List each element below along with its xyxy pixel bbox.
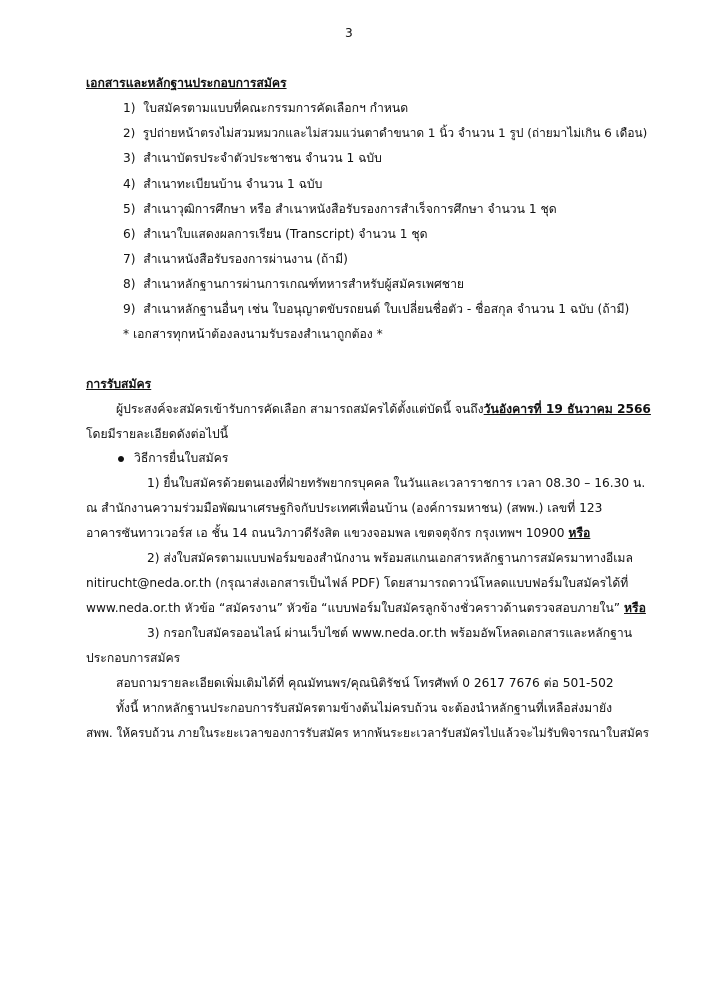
item-text: ใบสมัครตามแบบที่คณะกรรมการคัดเลือกฯ กำหนด (143, 101, 409, 115)
item-text: สำเนาหลักฐานอื่นๆ เช่น ใบอนุญาตขับรถยนต์ ใบเปลี่ยนชื่อตัว - ชื่อสกุล จำนวน 1 ฉบับ (ถ้ามี) (143, 302, 630, 316)
method-1-address: อาคารซันทาวเวอร์ส เอ ชั้น 14 ถนนวิภาวดีรังสิต แขวงจอมพล เขตจตุจักร กรุงเทพฯ 10900 (86, 526, 569, 540)
closing-line-2: สพพ. ให้ครบถ้วน ภายในระยะเวลาของการรับสมัคร หากพ้นระยะเวลารับสมัครไปแล้วจะไม่รับพิจารณาใบสมัคร (86, 726, 650, 740)
list-item (123, 277, 464, 292)
item-number: 2) (123, 126, 136, 140)
bullet-icon (118, 456, 124, 462)
item-number: 4) (123, 177, 136, 191)
list-item (123, 227, 428, 242)
intro-text: ผู้ประสงค์จะสมัครเข้ารับการคัดเลือก สามารถสมัครได้ตั้งแต่บัดนี้ จนถึง (116, 402, 484, 416)
list-item (123, 177, 322, 192)
method-3-line-2: ประกอบการสมัคร (86, 651, 181, 665)
method-1-line-3 (86, 526, 590, 541)
intro-continuation: โดยมีรายละเอียดดังต่อไปนี้ (86, 427, 229, 441)
item-text: สำเนาทะเบียนบ้าน จำนวน 1 ฉบับ (143, 177, 323, 191)
list-item (123, 126, 647, 140)
method-title: วิธีการยื่นใบสมัคร (134, 451, 229, 465)
item-text: สำเนาหลักฐานการผ่านการเกณฑ์ทหารสำหรับผู้สมัครเพศชาย (143, 277, 465, 291)
item-text: สำเนาบัตรประจำตัวประชาชน จำนวน 1 ฉบับ (143, 151, 382, 165)
documents-heading: เอกสารและหลักฐานประกอบการสมัคร (86, 76, 287, 90)
method-2-line-3 (86, 601, 646, 616)
list-item (123, 252, 348, 267)
application-heading: การรับสมัคร (86, 377, 152, 391)
method-2-line-2: nitiruсht@neda.or.th (กรุณาส่งเอกสารเป็นไฟล์ PDF) โดยสามารถดาวน์โหลดแบบฟอร์มใบสมัครได้ที่ (86, 576, 629, 590)
page-number: 3 (345, 26, 353, 40)
or-word: หรือ (568, 526, 591, 540)
item-text: สำเนาหนังสือรับรองการผ่านงาน (ถ้ามี) (143, 252, 348, 266)
contact-line: สอบถามรายละเอียดเพิ่มเติมได้ที่ คุณมัทนพร/คุณนิติรัชน์ โทรศัพท์ 0 2617 7676 ต่อ 501-502 (116, 676, 614, 690)
method-3-line-1: 3) กรอกใบสมัครออนไลน์ ผ่านเว็บไซต์ www.neda.or.th พร้อมอัพโหลดเอกสารและหลักฐาน (147, 626, 633, 640)
list-item (123, 302, 629, 317)
item-number: 1) (123, 101, 136, 115)
closing-line-1: ทั้งนี้ หากหลักฐานประกอบการรับสมัครตามข้างต้นไม่ครบถ้วน จะต้องนำหลักฐานที่เหลือส่งมายัง (116, 701, 613, 715)
item-number: 5) (123, 202, 136, 216)
item-number: 7) (123, 252, 136, 266)
method-1-line-1: 1) ยื่นใบสมัครด้วยตนเองที่ฝ่ายทรัพยากรบุคคล ในวันและเวลาราชการ เวลา 08.30 – 16.30 น. (147, 476, 646, 490)
list-item (123, 202, 557, 217)
deadline-date: วันอังคารที่ 19 ธันวาคม 2566 (483, 402, 651, 416)
item-text: รูปถ่ายหน้าตรงไม่สวมหมวกและไม่สวมแว่นตาดำขนาด 1 นิ้ว จำนวน 1 รูป (ถ่ายมาไม่เกิน 6 เดือน) (142, 126, 648, 140)
item-text: สำเนาวุฒิการศึกษา หรือ สำเนาหนังสือรับรองการสำเร็จการศึกษา จำนวน 1 ชุด (143, 202, 557, 216)
certification-note: * เอกสารทุกหน้าต้องลงนามรับรองสำเนาถูกต้อง * (123, 327, 383, 341)
intro-paragraph (116, 402, 651, 417)
item-text: สำเนาใบแสดงผลการเรียน (Transcript) จำนวน 1 ชุด (143, 227, 428, 241)
item-number: 8) (123, 277, 136, 291)
method-1-line-2: ณ สำนักงานความร่วมมือพัฒนาเศรษฐกิจกับประเทศเพื่อนบ้าน (องค์การมหาชน) (สพพ.) เลขที่ 123 (86, 501, 603, 515)
list-item (123, 151, 382, 166)
method-2-website: www.neda.or.th หัวข้อ “สมัครงาน” หัวข้อ “แบบฟอร์มใบสมัครลูกจ้างชั่วคราวด้านตรวจสอบภายใน” (86, 601, 624, 615)
item-number: 9) (123, 302, 136, 316)
item-number: 3) (123, 151, 136, 165)
item-number: 6) (123, 227, 136, 241)
list-item (123, 101, 408, 116)
or-word: หรือ (624, 601, 646, 615)
method-2-line-1: 2) ส่งใบสมัครตามแบบฟอร์มของสำนักงาน พร้อมสแกนเอกสารหลักฐานการสมัครมาทางอีเมล (147, 551, 633, 565)
